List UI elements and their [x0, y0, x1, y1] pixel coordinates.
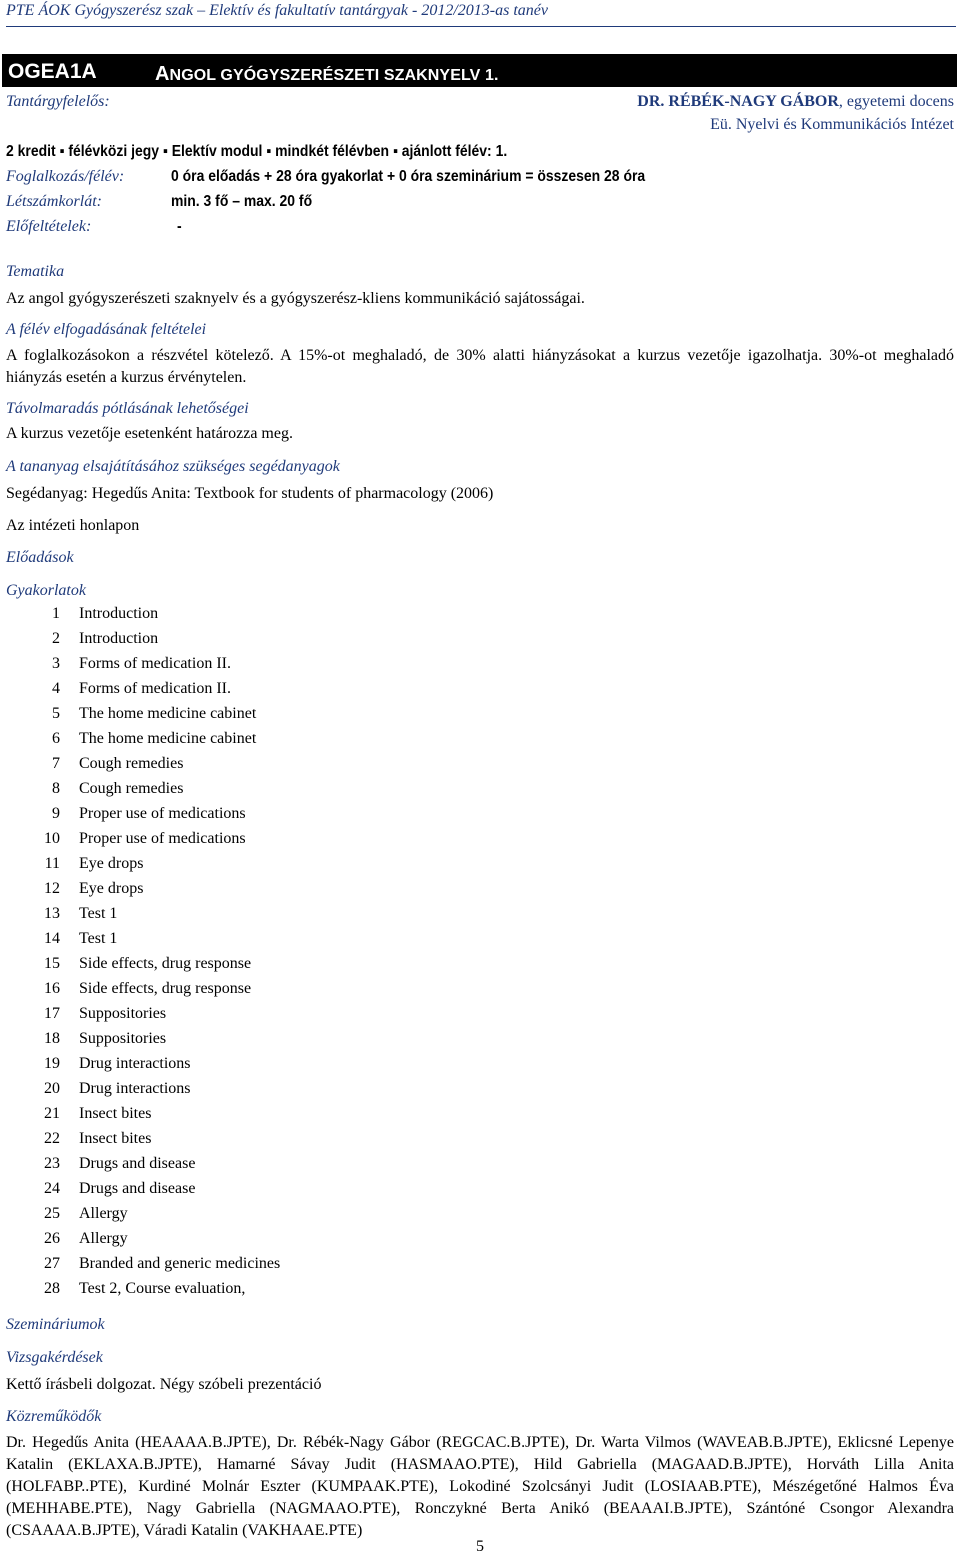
list-item	[0, 680, 400, 705]
practical-number: 2	[52, 630, 60, 647]
list-item	[0, 1030, 400, 1055]
sessions-label: Foglalkozás/félév:	[6, 168, 125, 185]
practical-number: 15	[44, 955, 60, 972]
practical-topic: Introduction	[79, 605, 159, 622]
materials-heading: A tananyag elsajátításához szükséges segédanyagok	[6, 458, 340, 475]
list-item	[0, 905, 400, 930]
exam-heading: Vizsgakérdések	[6, 1349, 103, 1366]
sessions-value: 0 óra előadás + 28 óra gyakorlat + 0 óra szeminárium = összesen 28 óra	[171, 168, 646, 185]
practical-number: 19	[44, 1055, 60, 1072]
list-item	[0, 855, 400, 880]
list-item	[0, 655, 400, 680]
practical-number: 26	[44, 1230, 60, 1247]
list-item	[0, 1155, 400, 1180]
seminars-heading: Szemináriumok	[6, 1316, 105, 1333]
practical-number: 23	[44, 1155, 60, 1172]
list-item	[0, 1005, 400, 1030]
practical-number: 3	[52, 655, 60, 672]
responsible-label: Tantárgyfelelős:	[6, 93, 110, 110]
practical-topic: Side effects, drug response	[79, 955, 252, 972]
responsible-institute: Eü. Nyelvi és Kommunikációs Intézet	[710, 116, 954, 133]
practical-topic: Introduction	[79, 630, 159, 647]
list-item	[0, 755, 400, 780]
practical-topic: The home medicine cabinet	[79, 705, 257, 722]
exam-text: Kettő írásbeli dolgozat. Négy szóbeli prezentáció	[6, 1376, 322, 1393]
practical-topic: Drugs and disease	[79, 1155, 196, 1172]
list-item	[0, 1280, 400, 1305]
list-item	[0, 880, 400, 905]
list-item	[0, 930, 400, 955]
running-header: PTE ÁOK Gyógyszerész szak – Elektív és fakultatív tantárgyak - 2012/2013-as tanév	[6, 2, 548, 19]
list-item	[0, 1105, 400, 1130]
contributors-text: Dr. Hegedűs Anita (HEAAAA.B.JPTE), Dr. Rébék-Nagy Gábor (REGCAC.B.JPTE), Dr. Warta Vilmos (WAVEAB.B.JPTE), Eklicsné Lepenye Katalin (EKLAXA.B.JPTE), Hamarné Sávay Judit (HASMAAO.PTE), Hild Gabriella (MAGAAD.B.JPTE), Horváth Lilla Anita (HOLFABP..PTE), Kurdiné Molnár Eszter (KUMPAAK.PTE), Lokodiné Szolcsányi Judit (LOSIAAB.PTE), Mészégetőné Halmos Éva (MEHHABE.PTE), Nagy Gabriella (NAGMAAO.PTE), Ronczykné Berta Anikó (BEAAAI.B.JPTE), Szántóné Csongor Alexandra (CSAAAA.B.JPTE), Váradi Katalin (VAKHAAE.PTE)	[6, 1434, 954, 1539]
practical-number: 6	[52, 730, 60, 747]
prereq-label: Előfeltételek:	[6, 218, 92, 235]
practical-topic: Branded and generic medicines	[79, 1255, 281, 1272]
practical-number: 9	[52, 805, 60, 822]
practical-number: 4	[52, 680, 60, 697]
conditions-heading: A félév elfogadásának feltételei	[6, 321, 207, 338]
list-item	[0, 980, 400, 1005]
list-item	[0, 830, 400, 855]
capacity-value: min. 3 fő – max. 20 fő	[171, 193, 313, 210]
practical-number: 21	[44, 1105, 60, 1122]
responsible-name: DR. RÉBÉK-NAGY GÁBOR	[637, 93, 839, 110]
practical-number: 24	[44, 1180, 60, 1197]
list-item	[0, 730, 400, 755]
practical-number: 1	[52, 605, 60, 622]
contributors-heading: Közreműködők	[6, 1408, 102, 1425]
practical-number: 25	[44, 1205, 60, 1222]
practicals-heading: Gyakorlatok	[6, 582, 86, 599]
practical-number: 27	[44, 1255, 60, 1272]
practical-topic: Eye drops	[79, 855, 144, 872]
practical-number: 13	[44, 905, 60, 922]
practical-number: 10	[44, 830, 60, 847]
credits-line: 2 kredit ▪ félévközi jegy ▪ Elektív modul ▪ mindkét félévben ▪ ajánlott félév: 1.	[6, 143, 508, 160]
practical-topic: Test 1	[79, 930, 118, 947]
practical-number: 5	[52, 705, 60, 722]
list-item	[0, 1055, 400, 1080]
practical-topic: Drugs and disease	[79, 1180, 196, 1197]
practical-topic: Insect bites	[79, 1105, 152, 1122]
practical-number: 28	[44, 1280, 60, 1297]
header-rule	[6, 26, 956, 27]
conditions-text: A foglalkozásokon a részvétel kötelező. A 15%-ot meghaladó, de 30% alatti hiányzásokat a kurzus vezetője igazolhatja. 30%-ot meghaladó hiányzás esetén a kurzus érvénytelen.	[6, 347, 954, 386]
materials-text: Segédanyag: Hegedűs Anita: Textbook for students of pharmacology (2006)	[6, 485, 494, 502]
practical-topic: Cough remedies	[79, 755, 184, 772]
materials-text-2: Az intézeti honlapon	[6, 517, 140, 534]
practical-topic: Test 2, Course evaluation,	[79, 1280, 246, 1297]
course-code: OGEA1A	[8, 60, 97, 83]
course-title	[155, 63, 499, 86]
practical-number: 7	[52, 755, 60, 772]
responsible-title: , egyetemi docens	[838, 93, 954, 110]
practical-topic: Forms of medication II.	[79, 655, 231, 672]
course-title-initial: A	[155, 63, 170, 85]
makeup-text: A kurzus vezetője esetenként határozza meg.	[6, 425, 293, 442]
practical-topic: Forms of medication II.	[79, 680, 231, 697]
lectures-heading: Előadások	[6, 549, 74, 566]
practical-topic: Drug interactions	[79, 1080, 191, 1097]
list-item	[0, 780, 400, 805]
practical-topic: The home medicine cabinet	[79, 730, 257, 747]
prereq-value: -	[177, 218, 182, 235]
makeup-heading: Távolmaradás pótlásának lehetőségei	[6, 400, 249, 417]
practical-topic: Eye drops	[79, 880, 144, 897]
practical-topic: Drug interactions	[79, 1055, 191, 1072]
list-item	[0, 1255, 400, 1280]
tematika-text: Az angol gyógyszerészeti szaknyelv és a gyógyszerész-kliens kommunikáció sajátosságai.	[6, 290, 585, 307]
practical-topic: Allergy	[79, 1230, 128, 1247]
practical-topic: Proper use of medications	[79, 830, 246, 847]
capacity-label: Létszámkorlát:	[6, 193, 102, 210]
list-item	[0, 1230, 400, 1255]
list-item	[0, 1180, 400, 1205]
practical-topic: Suppositories	[79, 1005, 167, 1022]
list-item	[0, 1205, 400, 1230]
practical-number: 12	[44, 880, 60, 897]
practical-number: 20	[44, 1080, 60, 1097]
practical-number: 22	[44, 1130, 60, 1147]
practical-number: 14	[44, 930, 60, 947]
course-title-rest: NGOL GYÓGYSZERÉSZETI SZAKNYELV 1.	[169, 67, 499, 84]
list-item	[0, 955, 400, 980]
responsible-person	[637, 93, 954, 111]
tematika-heading: Tematika	[6, 263, 65, 280]
list-item	[0, 1080, 400, 1105]
practical-topic: Cough remedies	[79, 780, 184, 797]
practical-topic: Side effects, drug response	[79, 980, 252, 997]
page-number: 5	[476, 1538, 484, 1555]
practical-number: 16	[44, 980, 60, 997]
course-title-bar	[2, 54, 957, 87]
list-item	[0, 630, 400, 655]
practical-number: 18	[44, 1030, 60, 1047]
list-item	[0, 805, 400, 830]
list-item	[0, 1130, 400, 1155]
list-item	[0, 705, 400, 730]
practical-number: 8	[52, 780, 60, 797]
practical-topic: Allergy	[79, 1205, 128, 1222]
practical-number: 17	[44, 1005, 60, 1022]
practical-topic: Suppositories	[79, 1030, 167, 1047]
practical-number: 11	[44, 855, 60, 872]
practical-topic: Proper use of medications	[79, 805, 246, 822]
practical-topic: Test 1	[79, 905, 118, 922]
practical-topic: Insect bites	[79, 1130, 152, 1147]
list-item	[0, 605, 400, 630]
